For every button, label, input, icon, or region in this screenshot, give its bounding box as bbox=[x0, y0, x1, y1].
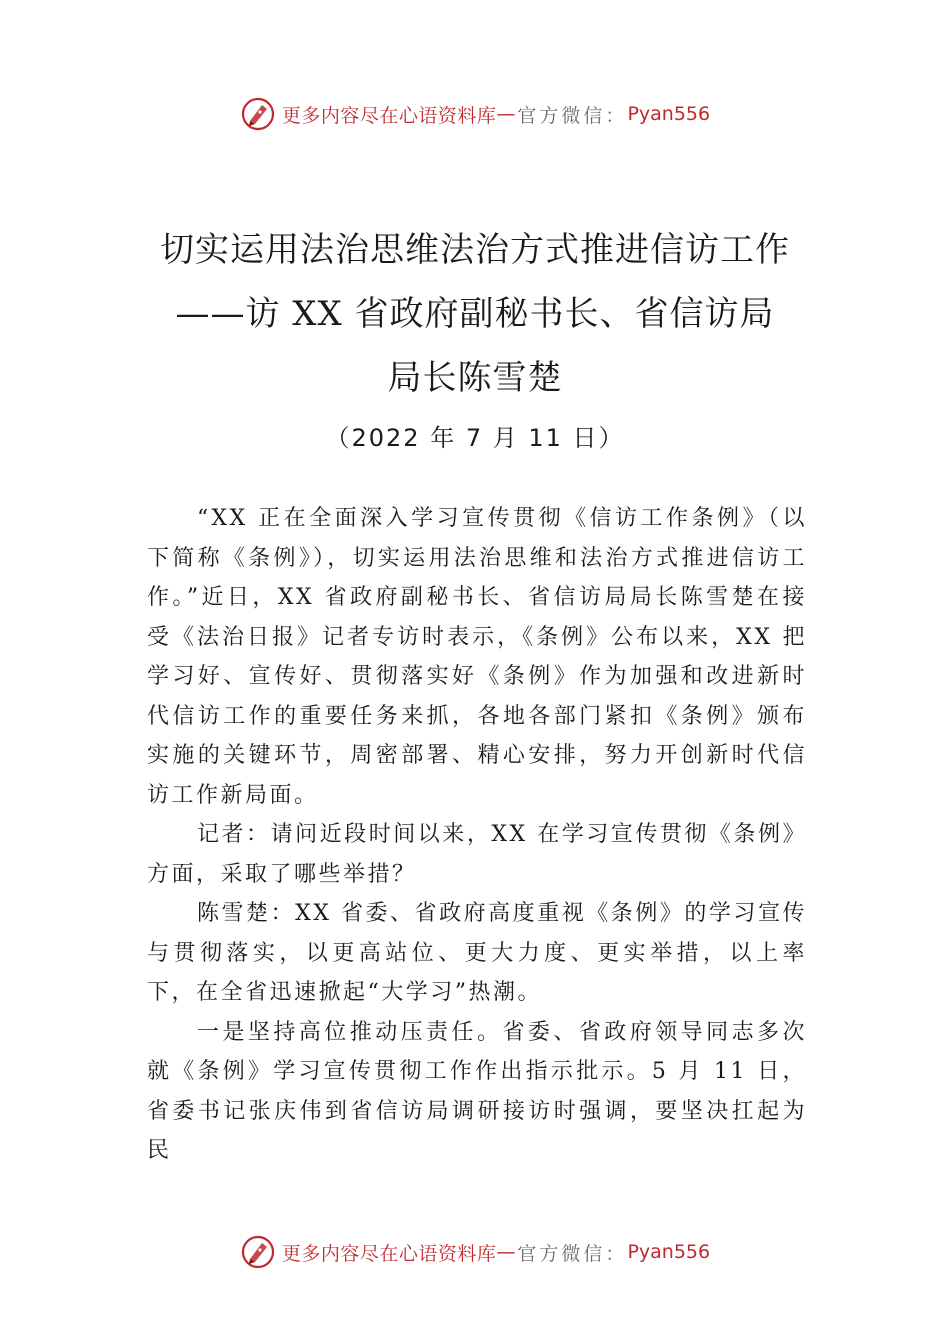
paragraph-point-one: 一是坚持高位推动压责任。省委、省政府领导同志多次就《条例》学习宣传贯彻工作作出指示批示。5 月 11 日，省委书记张庆伟到省信访局调研接访时强调，要坚决扛起为民 bbox=[147, 1019, 807, 1163]
banner-dash: — bbox=[496, 103, 516, 125]
header-watermark-banner bbox=[0, 94, 950, 134]
pen-nib-logo-icon bbox=[240, 96, 276, 132]
banner-text: 更多内容尽在心语资料库 bbox=[281, 104, 497, 127]
paragraph-question: 记者：请问近段时间以来，XX 在学习宣传贯彻《条例》方面，采取了哪些举措？ bbox=[147, 822, 807, 887]
banner-wechat-label: 官方微信： bbox=[517, 104, 628, 127]
paragraph-intro: “XX 正在全面深入学习宣传贯彻《信访工作条例》（以下简称《条例》），切实运用法治思维和法治方式推进信访工作。”近日，XX 省政府副秘书长、省信访局局长陈雪楚在接受《法治日报》记者专访时表示，《条例》公布以来，XX 把学习好、宣传好、贯彻落实好《条例》作为加强和改进新时代信访工作的重要任务来抓，各地各部门紧扣《条例》颁布实施的关键环节，周密部署、精心安排，努力开创新时代信访工作新局面。 bbox=[147, 506, 807, 808]
banner-dash: — bbox=[496, 1241, 516, 1263]
title-line-3: 局长陈雪楚 bbox=[387, 358, 563, 398]
title-line-2: ——访 XX 省政府副秘书长、省信访局 bbox=[175, 294, 775, 334]
banner-wechat-id: Pyan556 bbox=[627, 1241, 711, 1263]
banner-text: 更多内容尽在心语资料库 bbox=[281, 1242, 497, 1265]
banner-wechat-id: Pyan556 bbox=[627, 103, 711, 125]
article-date: （2022 年 7 月 11 日） bbox=[325, 424, 625, 452]
pen-nib-logo-icon bbox=[240, 1234, 276, 1270]
article-body bbox=[147, 499, 807, 1171]
footer-watermark-banner bbox=[0, 1232, 950, 1272]
paragraph-answer: 陈雪楚：XX 省委、省政府高度重视《条例》的学习宣传与贯彻落实，以更高站位、更大力度、更实举措，以上率下，在全省迅速掀起“大学习”热潮。 bbox=[147, 901, 807, 1005]
title-line-1: 切实运用法治思维法治方式推进信访工作 bbox=[160, 230, 790, 270]
banner-wechat-label: 官方微信： bbox=[517, 1242, 628, 1265]
